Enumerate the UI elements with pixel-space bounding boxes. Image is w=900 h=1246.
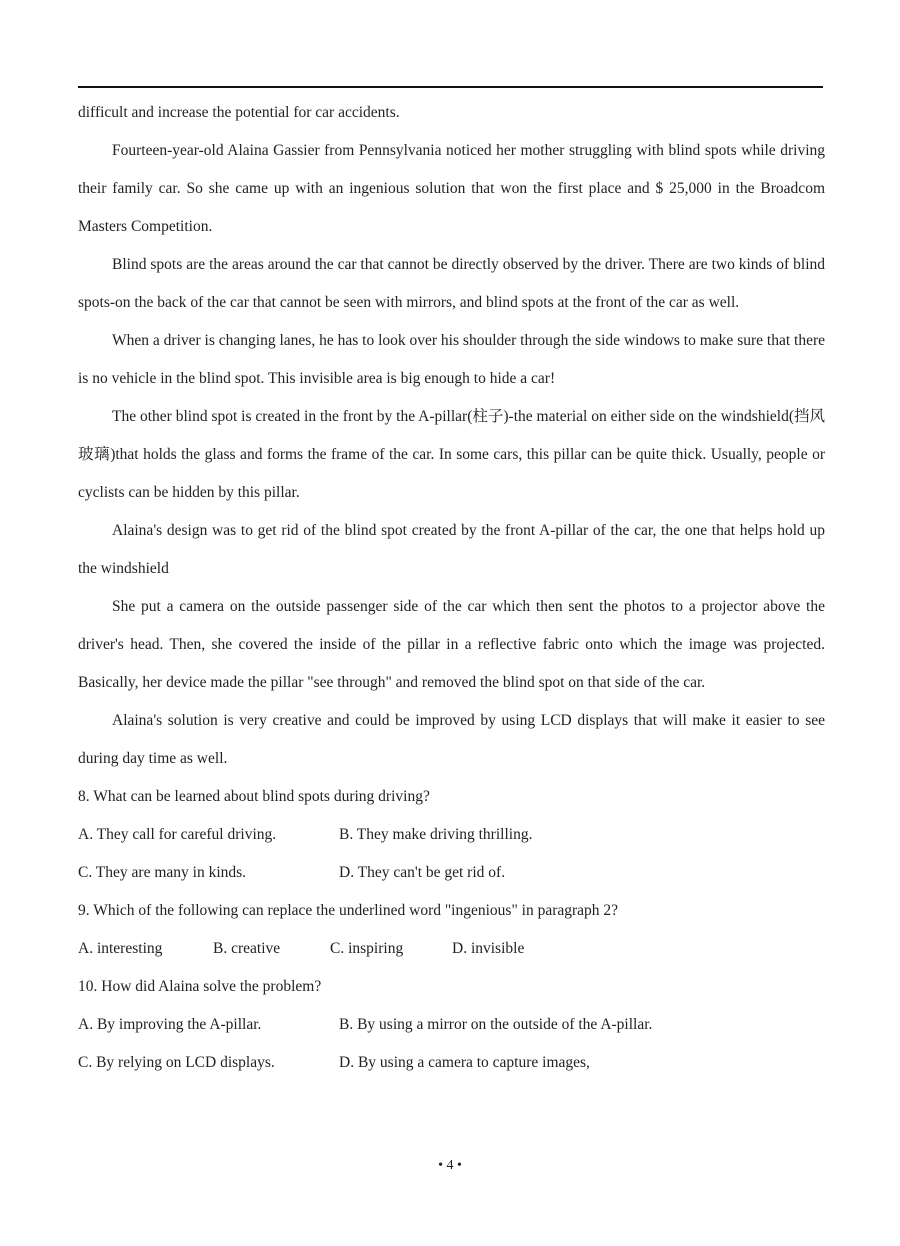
question-9-stem: 9. Which of the following can replace the underlined word "ingenious" in paragraph 2? xyxy=(78,902,619,919)
header-rule xyxy=(78,86,823,88)
question-10-option-d: D. By using a camera to capture images, xyxy=(339,1054,590,1071)
question-10-option-b: B. By using a mirror on the outside of the A-pillar. xyxy=(339,1016,653,1033)
question-8-options-row-2 xyxy=(78,854,825,892)
question-8-option-b: B. They make driving thrilling. xyxy=(339,826,533,843)
question-9-options-row xyxy=(78,930,825,968)
passage-paragraph-5: Alaina's design was to get rid of the blind spot created by the front A-pillar of the car, the one that helps hold up the windshield xyxy=(78,522,825,577)
passage-paragraph-2: Blind spots are the areas around the car that cannot be directly observed by the driver. There are two kinds of blind spots-on the back of the car that cannot be seen with mirrors, and blind spots at the front of the car as well. xyxy=(78,256,825,311)
passage-paragraph-4: The other blind spot is created in the front by the A-pillar(柱子)-the material on either side on the windshield(挡风玻璃)that holds the glass and forms the frame of the car. In some cars, this pillar can be quite thick. Usually, people or cyclists can be hidden by this pillar. xyxy=(78,408,825,501)
question-9-option-c: C. inspiring xyxy=(330,940,404,957)
question-8-option-a: A. They call for careful driving. xyxy=(78,826,277,843)
question-9-option-d: D. invisible xyxy=(452,940,525,957)
passage-paragraph-6: She put a camera on the outside passenger side of the car which then sent the photos to a projector above the driver's head. Then, she covered the inside of the pillar in a reflective fabric onto which the image was projected. Basically, her device made the pillar "see through" and removed the blind spot on that side of the car. xyxy=(78,598,825,691)
passage-paragraph-0: difficult and increase the potential for car accidents. xyxy=(78,104,400,121)
question-10-option-c: C. By relying on LCD displays. xyxy=(78,1054,275,1071)
question-9-option-a: A. interesting xyxy=(78,940,163,957)
passage-paragraph-7: Alaina's solution is very creative and could be improved by using LCD displays that will make it easier to see during day time as well. xyxy=(78,712,825,767)
question-9-option-b: B. creative xyxy=(213,940,281,957)
question-10-options-row-1 xyxy=(78,1006,825,1044)
passage-paragraph-1: Fourteen-year-old Alaina Gassier from Pennsylvania noticed her mother struggling with blind spots while driving their family car. So she came up with an ingenious solution that won the first place and $ 25,000 in the Broadcom Masters Competition. xyxy=(78,142,825,235)
question-8-options-row-1 xyxy=(78,816,825,854)
question-8-option-c: C. They are many in kinds. xyxy=(78,864,247,881)
passage-paragraph-3: When a driver is changing lanes, he has to look over his shoulder through the side windows to make sure that there is no vehicle in the blind spot. This invisible area is big enough to hide a car! xyxy=(78,332,825,387)
question-10-option-a: A. By improving the A-pillar. xyxy=(78,1016,262,1033)
question-10-options-row-2 xyxy=(78,1044,825,1082)
question-10-stem: 10. How did Alaina solve the problem? xyxy=(78,978,322,995)
page-number: • 4 • xyxy=(438,1158,462,1173)
question-8-stem: 8. What can be learned about blind spots during driving? xyxy=(78,788,430,805)
question-8-option-d: D. They can't be get rid of. xyxy=(339,864,506,881)
page-content xyxy=(78,94,825,1082)
